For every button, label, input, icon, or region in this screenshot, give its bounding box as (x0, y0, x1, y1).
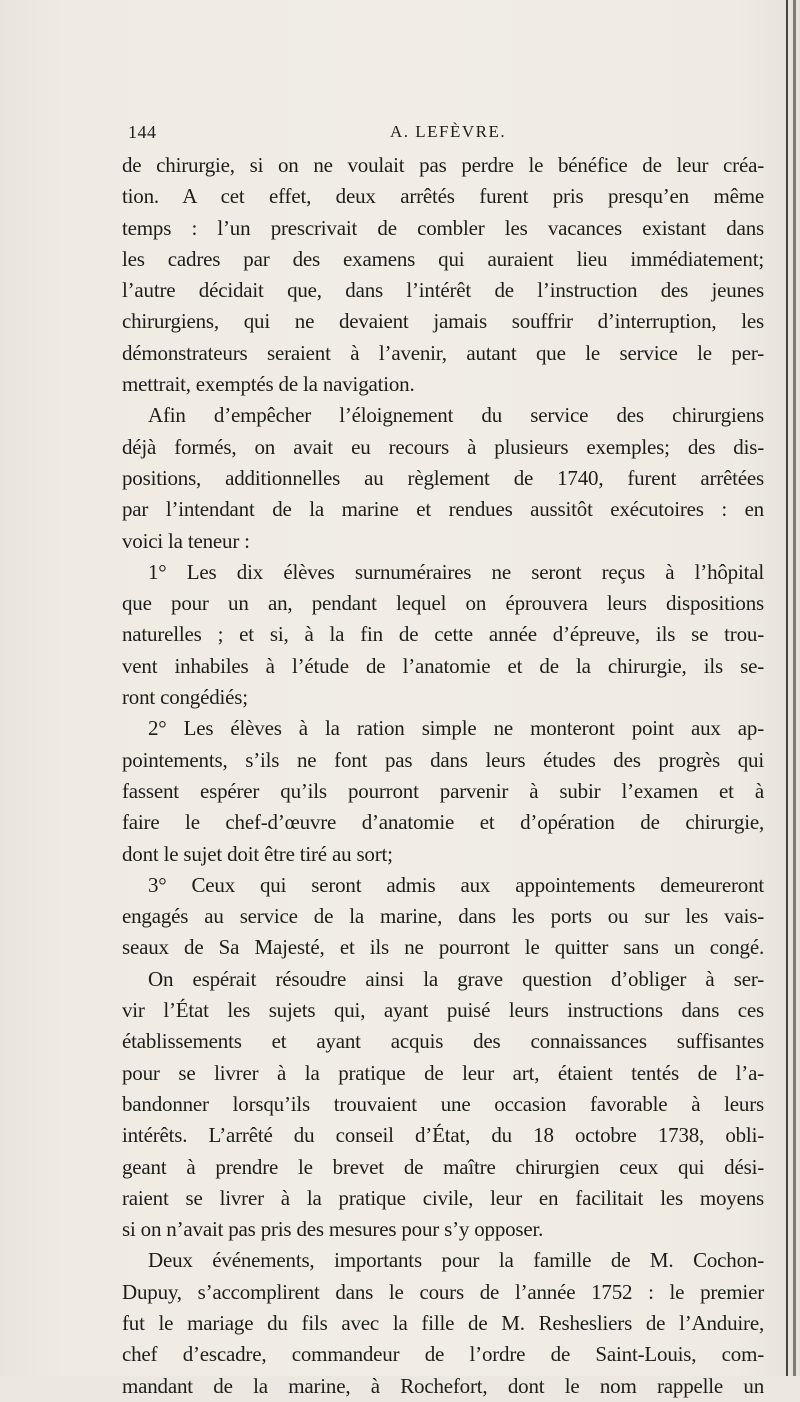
text-line: intérêts. L’arrêté du conseil d’État, du 18 octobre 1738, obli- (122, 1123, 764, 1148)
text-line: pointements, s’ils ne font pas dans leurs études des progrès qui (122, 747, 764, 772)
page-edge-shadow (786, 0, 788, 1376)
text-line: par l’intendant de la marine et rendues aussitôt exécutoires : en (122, 497, 764, 522)
text-line: établissements et ayant acquis des connaissances suffisantes (122, 1029, 764, 1054)
text-line: Dupuy, s’accomplirent dans le cours de l’année 1752 : le premier (122, 1279, 764, 1304)
text-line: fut le mariage du fils avec la fille de M. Reshesliers de l’Anduire, (122, 1310, 764, 1335)
text-line: voici la teneur : (122, 528, 250, 553)
page-header (128, 122, 766, 146)
text-line: geant à prendre le brevet de maître chirurgien ceux qui dési- (122, 1154, 764, 1179)
text-line: On espérait résoudre ainsi la grave question d’obliger à ser- (148, 966, 764, 991)
page-edge-shadow-outer (793, 0, 796, 1376)
text-line: Afin d’empêcher l’éloignement du service des chirurgiens (148, 403, 764, 428)
text-line: seaux de Sa Majesté, et ils ne pourront le quitter sans un congé. (122, 935, 764, 960)
text-line: 3° Ceux qui seront admis aux appointements demeureront (148, 872, 764, 897)
text-line: vir l’État les sujets qui, ayant puisé leurs instructions dans ces (122, 998, 764, 1023)
text-line: vent inhabiles à l’étude de l’anatomie et de la chirurgie, ils se- (122, 653, 764, 678)
body-text (122, 150, 764, 1402)
text-line: 1° Les dix élèves surnuméraires ne seront reçus à l’hôpital (148, 559, 764, 584)
text-line: ront congédiés; (122, 685, 248, 710)
text-line: Deux événements, importants pour la famille de M. Cochon- (148, 1248, 764, 1273)
text-line: démonstrateurs seraient à l’avenir, autant que le service le per- (122, 340, 764, 365)
text-line: déjà formés, on avait eu recours à plusieurs exemples; des dis- (122, 434, 764, 459)
text-line: de chirurgie, si on ne voulait pas perdre le bénéfice de leur créa- (122, 153, 764, 177)
text-line: mandant de la marine, à Rochefort, dont le nom rappelle un (122, 1373, 764, 1398)
text-line: raient se livrer à la pratique civile, leur en facilitait les moyens (122, 1185, 764, 1210)
text-line: l’autre décidait que, dans l’intérêt de l’instruction des jeunes (122, 278, 764, 303)
text-line: que pour un an, pendant lequel on éprouvera leurs dispositions (122, 591, 764, 616)
text-line: positions, additionnelles au règlement de 1740, furent arrêtées (122, 465, 764, 490)
text-line: temps : l’un prescrivait de combler les vacances existant dans (122, 215, 764, 240)
text-line: chef d’escadre, commandeur de l’ordre de Saint-Louis, com- (122, 1342, 764, 1367)
text-line: 2° Les élèves à la ration simple ne monteront point aux ap- (148, 716, 764, 741)
text-line: faire le chef-d’œuvre d’anatomie et d’opération de chirurgie, (122, 810, 764, 835)
text-line: bandonner lorsqu’ils trouvaient une occasion favorable à leurs (122, 1091, 764, 1116)
text-line: tion. A cet effet, deux arrêtés furent pris presqu’en même (122, 184, 764, 209)
text-line: naturelles ; et si, à la fin de cette année d’épreuve, ils se trou- (122, 622, 764, 647)
text-line: les cadres par des examens qui auraient lieu immédiatement; (122, 246, 764, 271)
running-head: A. LEFÈVRE. (390, 122, 507, 141)
text-line: fassent espérer qu’ils pourront parvenir à subir l’examen et à (122, 778, 764, 803)
text-line: dont le sujet doit être tiré au sort; (122, 841, 393, 866)
page-number: 144 (128, 122, 157, 142)
text-line: mettrait, exemptés de la navigation. (122, 372, 415, 397)
text-line: si on n’avait pas pris des mesures pour s’y opposer. (122, 1217, 544, 1242)
text-line: chirurgiens, qui ne devaient jamais souffrir d’interruption, les (122, 309, 764, 334)
text-line: engagés au service de la marine, dans les ports ou sur les vais- (122, 904, 764, 929)
text-line: pour se livrer à la pratique de leur art, étaient tentés de l’a- (122, 1060, 764, 1085)
